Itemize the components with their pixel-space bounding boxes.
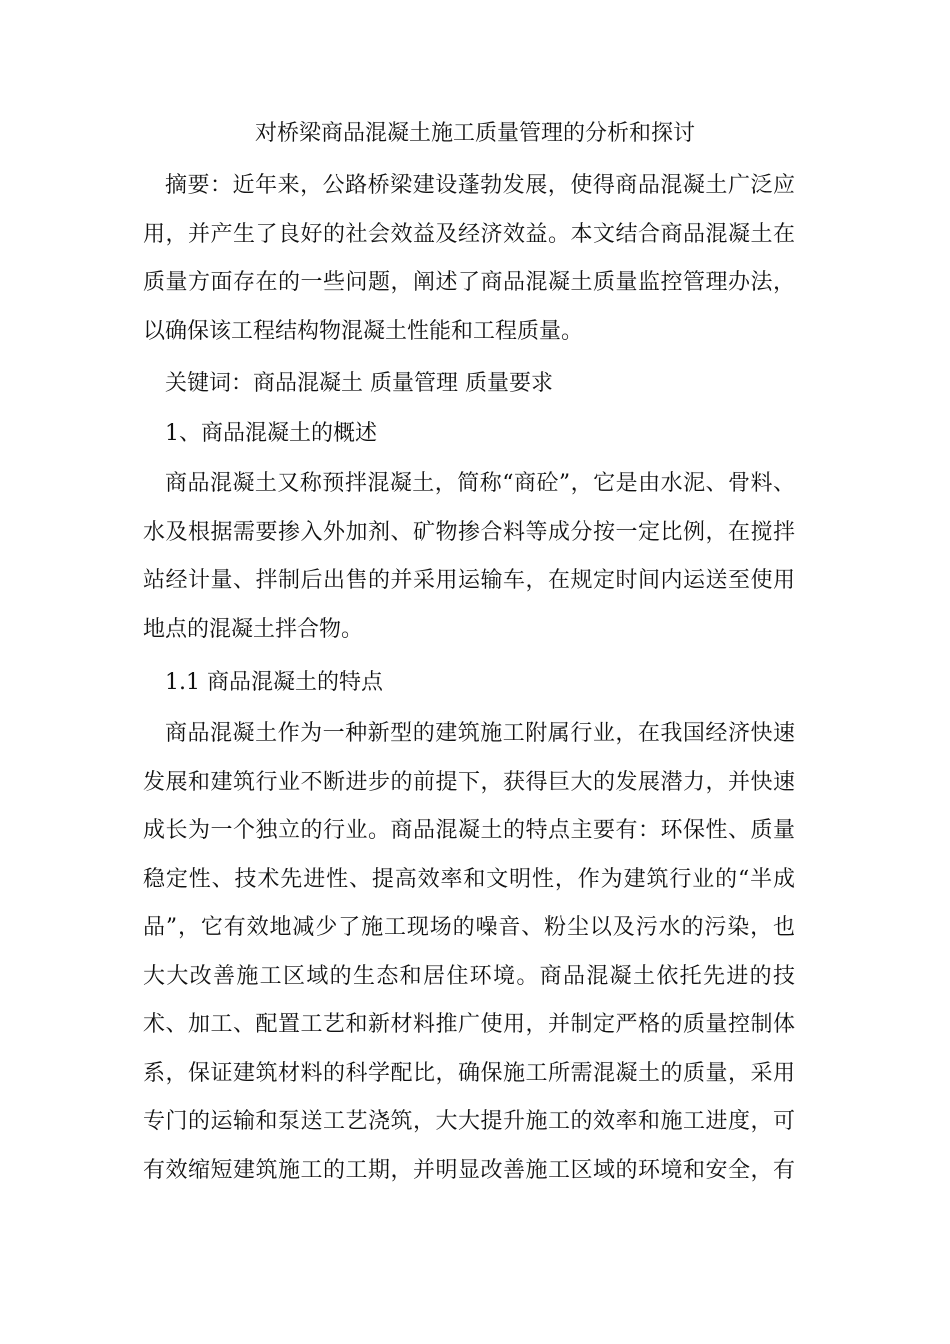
section-1-line: 地点的混凝土拌合物。 <box>143 616 364 642</box>
section-1-1-line: 稳定性、技术先进性、提高效率和文明性，作为建筑行业的“半成 <box>143 866 795 892</box>
section-1-heading: 1、商品混凝土的概述 <box>165 421 377 446</box>
section-1-line: 水及根据需要掺入外加剂、矿物掺合料等成分按一定比例，在搅拌 <box>143 519 795 545</box>
section-1-1-line: 大大改善施工区域的生态和居住环境。商品混凝土依托先进的技 <box>143 963 795 989</box>
document-title: 对桥梁商品混凝土施工质量管理的分析和探讨 <box>254 121 695 146</box>
section-1-1-heading: 1.1 商品混凝土的特点 <box>165 670 383 695</box>
section-1-paragraph <box>143 460 795 654</box>
section-1-1-line: 发展和建筑行业不断进步的前提下，获得巨大的发展潜力，并快速 <box>143 769 795 795</box>
section-1-1-line: 商品混凝土作为一种新型的建筑施工附属行业，在我国经济快速 <box>165 721 795 746</box>
abstract-line: 以确保该工程结构物混凝土性能和工程质量。 <box>143 318 584 344</box>
keywords-line: 关键词：商品混凝土 质量管理 质量要求 <box>165 371 553 396</box>
abstract-line: 摘要：近年来，公路桥梁建设蓬勃发展，使得商品混凝土广泛应 <box>165 173 795 198</box>
section-1-1-line: 术、加工、配置工艺和新材料推广使用，并制定严格的质量控制体 <box>143 1012 795 1037</box>
section-1-1-line: 有效缩短建筑施工的工期，并明显改善施工区域的环境和安全，有 <box>143 1157 795 1183</box>
section-1-1-line: 成长为一个独立的行业。商品混凝土的特点主要有：环保性、质量 <box>143 818 795 843</box>
section-1-1-line: 品”，它有效地减少了施工现场的噪音、粉尘以及污水的污染，也 <box>143 915 795 940</box>
section-1-1-paragraph <box>143 710 795 1195</box>
section-1-1-line: 专门的运输和泵送工艺浇筑，大大提升施工的效率和施工进度，可 <box>143 1109 795 1134</box>
section-1-1-line: 系，保证建筑材料的科学配比，确保施工所需混凝土的质量，采用 <box>143 1060 795 1086</box>
section-1-line: 站经计量、拌制后出售的并采用运输车，在规定时间内运送至使用 <box>143 568 795 593</box>
abstract-line: 用，并产生了良好的社会效益及经济效益。本文结合商品混凝土在 <box>143 221 795 247</box>
abstract-paragraph <box>143 162 795 356</box>
abstract-line: 质量方面存在的一些问题，阐述了商品混凝土质量监控管理办法， <box>143 270 795 295</box>
section-1-line: 商品混凝土又称预拌混凝土，简称“商砼”，它是由水泥、骨料、 <box>165 471 795 496</box>
